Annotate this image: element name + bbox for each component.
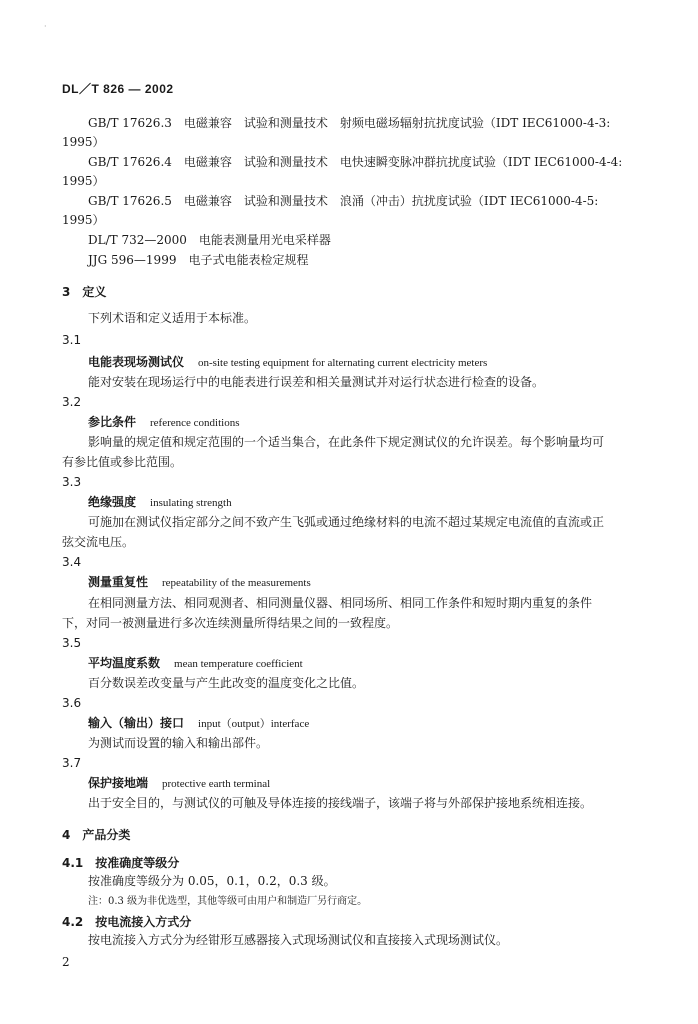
subsection-title: 4.1 按准确度等级分 (62, 856, 180, 870)
page-number: 2 (62, 955, 70, 969)
term-heading (88, 355, 487, 370)
term-definition: 能对安装在现场运行中的电能表进行误差和相关量测试并对运行状态进行检查的设备。 (88, 375, 545, 389)
term-chinese: 绝缘强度 (88, 495, 137, 509)
section-intro: 下列术语和定义适用于本标准。 (88, 311, 257, 325)
reference-line: GB/T 17626.3 电磁兼容 试验和测量技术 射频电磁场辐射抗扰度试验（IDT IEC61000-4-3: (88, 116, 611, 130)
term-definition: 为测试而设置的输入和输出部件。 (88, 736, 269, 750)
reference-line: GB/T 17626.4 电磁兼容 试验和测量技术 电快速瞬变脉冲群抗扰度试验（IDT IEC61000-4-4: (88, 155, 623, 169)
term-definition: 可施加在测试仪指定部分之间不致产生飞弧或通过绝缘材料的电流不超过某规定电流值的直流或正 (88, 515, 605, 529)
term-english: protective earth terminal (162, 778, 271, 790)
reference-line: DL/T 732—2000 电能表测量用光电采样器 (88, 233, 331, 247)
term-heading (88, 716, 309, 731)
subsection-body: 按电流接入方式分为经钳形互感器接入式现场测试仪和直接接入式现场测试仪。 (88, 933, 509, 947)
reference-line-cont: 1995） (62, 174, 105, 188)
term-number: 3.4 (62, 555, 82, 569)
term-english: on-site testing equipment for alternating current electricity meters (198, 357, 488, 369)
term-number: 3.2 (62, 395, 82, 409)
term-definition-cont: 下，对同一被测量进行多次连续测量所得结果之间的一致程度。 (62, 616, 399, 630)
reference-line-cont: 1995） (62, 135, 105, 149)
term-heading (88, 575, 311, 590)
term-chinese: 输入（输出）接口 (88, 716, 185, 730)
term-english: repeatability of the measurements (162, 577, 311, 589)
reference-line: GB/T 17626.5 电磁兼容 试验和测量技术 浪涌（冲击）抗扰度试验（IDT IEC61000-4-5: (88, 194, 599, 208)
note: 注：0.3 级为非优选型，其他等级可由用户和制造厂另行商定。 (88, 896, 368, 907)
term-heading (88, 656, 303, 671)
section-title: 4 产品分类 (62, 828, 131, 842)
reference-line-cont: 1995） (62, 213, 105, 227)
term-number: 3.6 (62, 696, 82, 710)
term-definition-cont: 弦交流电压。 (62, 535, 135, 549)
document-header: DL／T 826 — 2002 (62, 82, 174, 96)
term-english: input（output）interface (198, 718, 310, 730)
section-title: 3 定义 (62, 285, 107, 299)
term-definition: 出于安全目的，与测试仪的可触及导体连接的接线端子，该端子将与外部保护接地系统相连接。 (88, 796, 593, 810)
term-english: insulating strength (150, 497, 232, 509)
term-heading (88, 776, 270, 791)
term-number: 3.7 (62, 756, 82, 770)
subsection-body: 按准确度等级分为 0.05，0.1，0.2，0.3 级。 (88, 874, 336, 888)
term-number: 3.3 (62, 475, 82, 489)
term-heading (88, 415, 240, 430)
term-chinese: 测量重复性 (88, 575, 149, 589)
term-english: reference conditions (150, 417, 240, 429)
term-chinese: 保护接地端 (88, 776, 149, 790)
subsection-title: 4.2 按电流接入方式分 (62, 915, 192, 929)
term-number: 3.1 (62, 333, 82, 347)
reference-line: JJG 596—1999 电子式电能表检定规程 (88, 253, 309, 267)
term-heading (88, 495, 232, 510)
term-chinese: 电能表现场测试仪 (88, 355, 185, 369)
term-chinese: 平均温度系数 (88, 656, 161, 670)
term-english: mean temperature coefficient (174, 658, 303, 670)
term-definition-cont: 有参比值或参比范围。 (62, 455, 183, 469)
term-chinese: 参比条件 (88, 415, 137, 429)
term-definition: 百分数误差改变量与产生此改变的温度变化之比值。 (88, 676, 365, 690)
document-page: · DL／T 826 — 2002 GB/T 17626.3 电磁兼容 试验和测量技术 射频电磁场辐射抗扰度试验（IDT IEC61000-4-3: 1995） GB/T 17626.4 电磁兼容 试验和测量技术 电快速瞬变脉冲群抗扰度试验（IDT IEC61000-4-4: 1995） GB/T 17626.5 电磁兼容 试验和测量技术 浪涌（冲击）抗扰度试验（IDT IEC61000-4-5: 1995） DL/T 732—2000 电能表测量用光电采样器 JJG 596—1999 电子式电能表检定规程 3 定义 下列术语和定义适用于本标准。 3.1 电能表现场测试仪 on-site testing equipment for alternating current electricity meters 能对安装在现场运行中的电能表进行误差和相关量测试并对运行状态进行检查的设备。 3.2 参比条件 reference conditions 影响量的规定值和规定范围的一个适当集合，在此条件下规定测试仪的允许误差。每个影响量均可 有参比值或参比范围。 3.3 绝缘强度 insulating strength 可施加在测试仪指定部分之间不致产生飞弧或通过绝缘材料的电流不超过某规定电流值的直流或正 弦交流电压。 3.4 测量重复性 repeatability of the measurements 在相同测量方法、相同观测者、相同测量仪器、相同场所、相同工作条件和短时期内重复的条件 下，对同一被测量进行多次连续测量所得结果之间的一致程度。 3.5 平均温度系数 mean temperature coefficient 百分数误差改变量与产生此改变的温度变化之比值。 3.6 输入（输出）接口 input（output）interface 为测试而设置的输入和输出部件。 3.7 保护接地端 protective earth terminal 出于安全目的，与测试仪的可触及导体连接的接线端子，该端子将与外部保护接地系统相连接。 4 产品分类 4.1 按准确度等级分 按准确度等级分为 0.05，0.1，0.2，0.3 级。 注：0.3 级为非优选型，其他等级可由用户和制造厂另行商定。 4.2 按电流接入方式分 按电流接入方式分为经钳形互感器接入式现场测试仪和直接接入式现场测试仪。 2 (44, 22, 623, 969)
term-number: 3.5 (62, 636, 82, 650)
term-definition: 在相同测量方法、相同观测者、相同测量仪器、相同场所、相同工作条件和短时期内重复的条件 (88, 596, 593, 610)
term-definition: 影响量的规定值和规定范围的一个适当集合，在此条件下规定测试仪的允许误差。每个影响量均可 (88, 435, 605, 449)
